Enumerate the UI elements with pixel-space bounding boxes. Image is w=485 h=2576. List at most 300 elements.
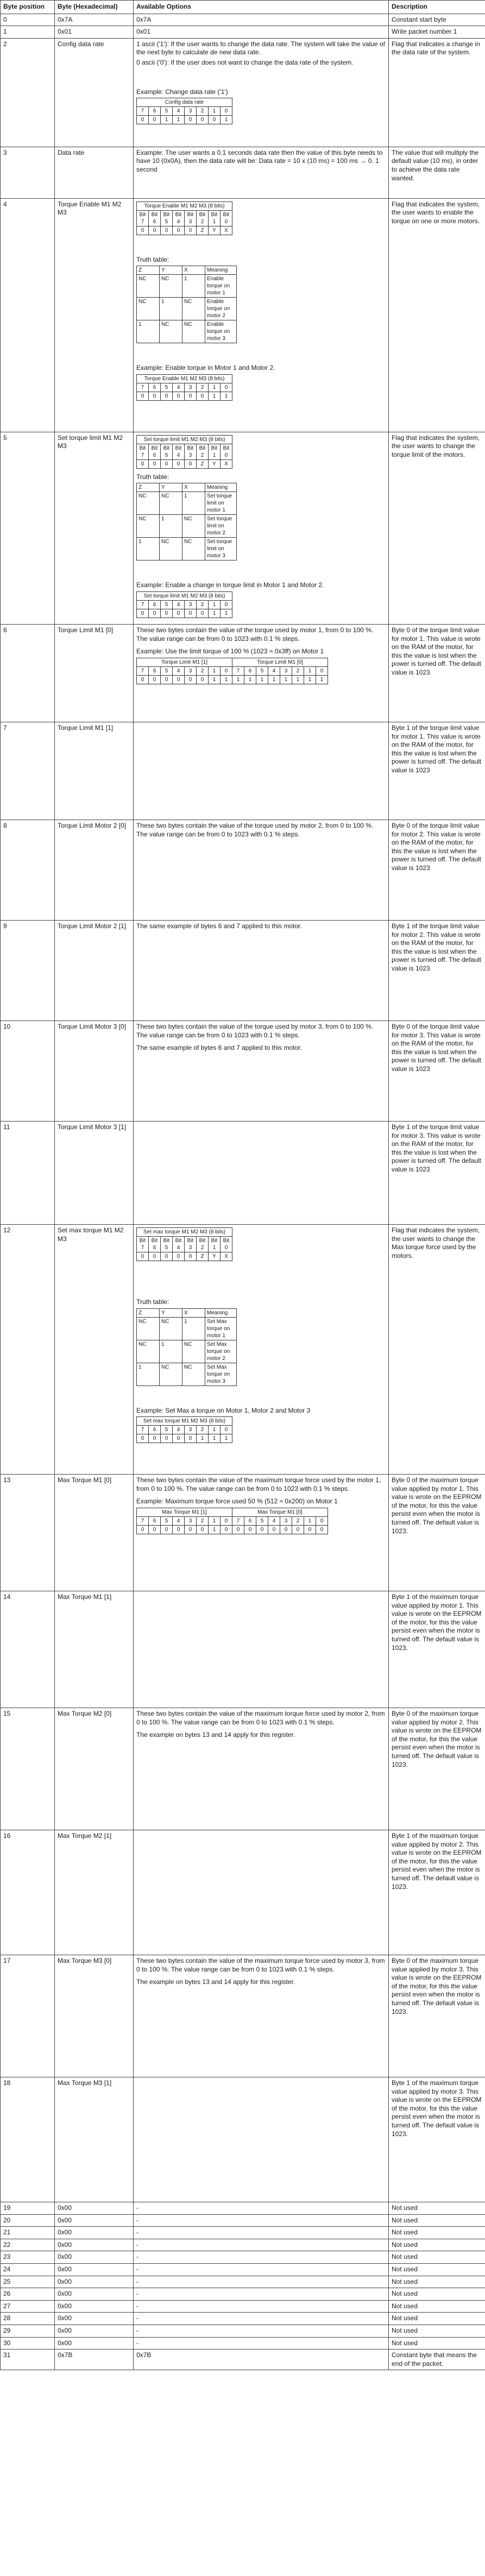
bit-label: Bit 1 [209, 444, 221, 459]
bit-table-caption: Config data rate [137, 98, 232, 107]
bit-value: 0 [149, 675, 161, 684]
bit-value: 0 [173, 1525, 185, 1534]
bit-index: 7 [137, 1516, 149, 1525]
truth-table-label: Truth table: [136, 255, 169, 263]
byte-hex: 0x7B [55, 2350, 134, 2370]
byte-description: Flag that indicates a change in the data rate of the system. [389, 38, 485, 147]
bit-index: 0 [221, 1426, 232, 1434]
bit-index: 5 [161, 666, 173, 675]
bit-value: 1 [209, 1434, 221, 1443]
bit-table-caption: Set max torque M1 M2 M3 (8 bits) [137, 1227, 232, 1236]
bit-index: 0 [221, 1516, 232, 1525]
byte-hex: 0x00 [55, 2263, 134, 2276]
byte-position: 13 [1, 1474, 55, 1591]
truth-cell: NC [160, 1363, 182, 1385]
table-row [1, 1591, 485, 1708]
bit-label: Bit 0 [221, 210, 232, 226]
truth-cell: Enable torque on motor 1 [205, 275, 237, 298]
bit-label: Bit 3 [185, 210, 197, 226]
byte-description: Not used [389, 2227, 485, 2239]
bit-value-row [137, 675, 328, 684]
byte-position: 1 [1, 26, 55, 39]
truth-cell: NC [182, 1340, 205, 1363]
byte-position: 27 [1, 2300, 55, 2313]
header-description: Description [389, 1, 485, 14]
bit-table-caption: Max Torque M1 [0] [232, 1508, 328, 1516]
byte-options [134, 432, 389, 624]
truth-header [137, 266, 237, 275]
byte-description: Not used [389, 2214, 485, 2227]
byte-options [134, 2077, 389, 2202]
option-text: The same example of bytes 6 and 7 applied to this motor. [136, 922, 302, 930]
bit-value-row [137, 226, 232, 235]
bit-value-row [137, 392, 232, 400]
bit-index: 1 [209, 666, 221, 675]
bit-index: 5 [161, 1426, 173, 1434]
table-row [1, 920, 485, 1021]
bit-value: 1 [221, 1434, 232, 1443]
bit-table [136, 374, 232, 401]
bit-value: 0 [149, 1252, 161, 1261]
byte-description: Byte 1 of the maximum torque value applied by motor 2. This value is wrote on the EEPROM of the motor, for this the value persist even when the motor is turned off. The default value is 1023. [389, 1830, 485, 1955]
truth-cell: Set torque limit on motor 1 [205, 492, 237, 515]
truth-row [137, 275, 237, 298]
byte-position: 17 [1, 1955, 55, 2077]
bit-index: 5 [161, 600, 173, 609]
bit-value: 0 [161, 459, 173, 468]
bit-table-caption: Torque Limit M1 [1] [137, 658, 232, 666]
bit-value: Y [209, 1252, 221, 1261]
bit-table-caption: Set torque limit M1 M2 M3 (8 bits) [137, 591, 232, 600]
bit-value: Z [197, 459, 209, 468]
bit-index: 4 [173, 107, 185, 116]
truth-cell: Set torque limit on motor 3 [205, 538, 237, 560]
bit-index: 0 [316, 666, 328, 675]
byte-options [134, 1224, 389, 1474]
bit-index-row [137, 107, 232, 116]
byte-hex: 0x00 [55, 2325, 134, 2337]
bit-index: 7 [137, 600, 149, 609]
bit-value: 0 [209, 116, 221, 124]
byte-description: Byte 0 of the maximum torque value applied by motor 2. This value is wrote on the EEPROM of the motor, for this the value persist even when the motor is turned off. The default value is 1023. [389, 1708, 485, 1830]
bit-index: 7 [137, 383, 149, 392]
truth-head-cell: Y [160, 1308, 182, 1317]
truth-cell: NC [182, 515, 205, 538]
truth-cell: NC [182, 538, 205, 560]
byte-position: 12 [1, 1224, 55, 1474]
byte-options [134, 920, 389, 1021]
bit-value: 1 [209, 392, 221, 400]
bit-value: 1 [292, 675, 304, 684]
byte-hex: 0x00 [55, 2214, 134, 2227]
byte-description: Not used [389, 2288, 485, 2301]
truth-row [137, 492, 237, 515]
bit-index-row [137, 666, 328, 675]
byte-options: 0x01 [134, 26, 389, 39]
truth-header [137, 483, 237, 492]
bit-index: 4 [173, 666, 185, 675]
truth-cell: 1 [182, 492, 205, 515]
bit-label: Bit 1 [209, 210, 221, 226]
byte-options [134, 1830, 389, 1955]
byte-options [134, 198, 389, 432]
bit-index: 3 [185, 107, 197, 116]
truth-cell: NC [182, 320, 205, 343]
bit-value: 0 [197, 675, 209, 684]
bit-value-row [137, 116, 232, 124]
bit-label: Bit 6 [149, 210, 161, 226]
bit-value: 0 [256, 1525, 268, 1534]
bit-value: 0 [137, 459, 149, 468]
truth-row [137, 515, 237, 538]
table-row [1, 432, 485, 624]
bit-label-row [137, 444, 232, 459]
truth-cell: Set Max torque on motor 3 [205, 1363, 237, 1385]
bit-value: X [221, 226, 232, 235]
byte-hex: 0x7A [55, 14, 134, 26]
example-label: Example: Maximum torque force used 50 % (512 ≈ 0x200) on Motor 1 [136, 1497, 338, 1506]
byte-options [134, 624, 389, 722]
table-row [1, 1224, 485, 1474]
bit-value: 0 [280, 1525, 292, 1534]
bit-value: 0 [137, 609, 149, 618]
option-text: The example on bytes 13 and 14 apply for this register. [136, 1978, 295, 1986]
bit-label: Bit 2 [197, 1236, 209, 1252]
truth-cell: NC [137, 275, 160, 298]
bit-index: 3 [185, 666, 197, 675]
truth-cell: NC [137, 492, 160, 515]
table-row [1, 2288, 485, 2301]
truth-row [137, 320, 237, 343]
byte-hex: 0x00 [55, 2251, 134, 2264]
byte-hex: 0x00 [55, 2227, 134, 2239]
table-row [1, 26, 485, 39]
bit-label: Bit 2 [197, 210, 209, 226]
byte-hex: 0x01 [55, 26, 134, 39]
byte-description: Flag that indicates the system, the user wants to enable the torque on one or more motors. [389, 198, 485, 432]
byte-description: Byte 0 of the torque limit value for motor 2. This value is wrote on the RAM of the motor, for this the value is lost when the power is turned off. The default value is 1023 [389, 820, 485, 920]
byte-description: Not used [389, 2251, 485, 2264]
header-hex: Byte (Hexadecimal) [55, 1, 134, 14]
byte-hex: 0x00 [55, 2313, 134, 2325]
bit-table-caption: Torque Enable M1 M2 M3 (8 bits) [137, 201, 232, 210]
bit-index: 1 [209, 107, 221, 116]
bit-index: 5 [161, 107, 173, 116]
table-row [1, 2325, 485, 2337]
byte-hex: Config data rate [55, 38, 134, 147]
bit-index: 3 [185, 383, 197, 392]
bit-index: 0 [221, 666, 232, 675]
bit-value: 0 [185, 1252, 197, 1261]
byte-options [134, 38, 389, 147]
truth-cell: Set torque limit on motor 2 [205, 515, 237, 538]
truth-head-cell: X [182, 483, 205, 492]
byte-position: 28 [1, 2313, 55, 2325]
bit-index-row [137, 383, 232, 392]
byte-options: These two bytes contain the value of the torque used by motor 2, from 0 to 100 %. The value range can be from 0 to 1023 with 0.1 % steps. [134, 820, 389, 920]
bit-table-caption: Torque Limit M1 [0] [232, 658, 328, 666]
byte-hex: Set max torque M1 M2 M3 [55, 1224, 134, 1474]
example-label: Example: Enable a change in torque limit in Motor 1 and Motor 2. [136, 581, 324, 589]
bit-value: 0 [161, 675, 173, 684]
byte-options [134, 722, 389, 820]
bit-value: 0 [316, 1525, 328, 1534]
truth-cell: NC [160, 1317, 182, 1340]
bit-value: 1 [209, 609, 221, 618]
bit-value: 0 [185, 392, 197, 400]
table-row [1, 2337, 485, 2350]
option-text: These two bytes contain the value of the maximum torque force used by motor 2, from 0 to 100 %. The value range can be from 0 to 1023 with 0.1 % steps. [136, 1709, 385, 1726]
bit-value: 0 [304, 1525, 316, 1534]
bit-table [136, 435, 232, 469]
bit-label: Bit 0 [221, 1236, 232, 1252]
truth-head-cell: Z [137, 1308, 160, 1317]
bit-value: Z [197, 226, 209, 235]
bit-value: 1 [221, 609, 232, 618]
truth-cell: Set Max torque on motor 2 [205, 1340, 237, 1363]
byte-hex: Max Torque M3 [0] [55, 1955, 134, 2077]
byte-description: Byte 0 of the torque limit value for motor 1. This value is wrote on the RAM of the motor, for this the value is lost when the power is turned off. The default value is 1023 [389, 624, 485, 722]
bit-value: 0 [149, 609, 161, 618]
bit-value: 0 [149, 1525, 161, 1534]
bit-value: 0 [137, 392, 149, 400]
byte-position: 16 [1, 1830, 55, 1955]
bit-value: 0 [185, 226, 197, 235]
table-row [1, 2263, 485, 2276]
table-row [1, 1955, 485, 2077]
byte-hex: Max Torque M3 [1] [55, 2077, 134, 2202]
bit-index: 6 [149, 107, 161, 116]
bit-index: 4 [173, 383, 185, 392]
bit-value: 1 [173, 116, 185, 124]
table-row [1, 2313, 485, 2325]
bit-value: 1 [197, 1434, 209, 1443]
bit-table [136, 1227, 232, 1261]
bit-value: 1 [232, 675, 244, 684]
truth-cell: NC [160, 275, 182, 298]
table-row [1, 722, 485, 820]
bit-index: 2 [292, 1516, 304, 1525]
truth-cell: NC [137, 1340, 160, 1363]
header-position: Byte position [1, 1, 55, 14]
bit-index: 6 [149, 1426, 161, 1434]
bit-index: 4 [173, 600, 185, 609]
byte-description: Constant start byte [389, 14, 485, 26]
bit-index: 1 [209, 1516, 221, 1525]
byte-options: 0x7B [134, 2350, 389, 2370]
bit-value: 0 [161, 226, 173, 235]
byte-options: 0x7A [134, 14, 389, 26]
example-label: Example: Set Max a torque on Motor 1, Motor 2 and Motor 3 [136, 1406, 311, 1414]
bit-label: Bit 0 [221, 444, 232, 459]
table-row [1, 2239, 485, 2251]
byte-options [134, 1021, 389, 1121]
table-row [1, 1474, 485, 1591]
byte-hex: Set torque limit M1 M2 M3 [55, 432, 134, 624]
byte-description: The value that will multiply the default value (10 ms), in order to achieve the data rate wanted. [389, 147, 485, 198]
byte-position: 25 [1, 2276, 55, 2288]
option-text: 1 ascii ('1'): If the user wants to change the data rate. The system will take the value of the next byte to calculate de new data rate. [136, 40, 385, 56]
truth-head-cell: X [182, 1308, 205, 1317]
bit-index: 5 [161, 1516, 173, 1525]
byte-hex: Torque Enable M1 M2 M3 [55, 198, 134, 432]
bit-value: 0 [173, 392, 185, 400]
bit-index: 1 [209, 383, 221, 392]
truth-cell: 1 [182, 1317, 205, 1340]
truth-cell: 1 [137, 1363, 160, 1385]
bit-label: Bit 7 [137, 1236, 149, 1252]
bit-value: Y [209, 226, 221, 235]
bit-value: 0 [161, 1434, 173, 1443]
truth-cell: NC [160, 492, 182, 515]
byte-options: - [134, 2214, 389, 2227]
byte-position: 7 [1, 722, 55, 820]
byte-hex: Torque Limit Motor 3 [1] [55, 1121, 134, 1224]
byte-options [134, 1121, 389, 1224]
byte-position: 21 [1, 2227, 55, 2239]
bit-value: 0 [173, 459, 185, 468]
bit-index: 3 [185, 1516, 197, 1525]
bit-value: 1 [161, 116, 173, 124]
bit-value-row [137, 1252, 232, 1261]
bit-table [136, 591, 232, 618]
bit-value: 1 [244, 675, 256, 684]
byte-position: 31 [1, 2350, 55, 2370]
bit-value: 0 [197, 392, 209, 400]
bit-value: 0 [185, 1434, 197, 1443]
bit-table-caption: Max Torque M1 [1] [137, 1508, 232, 1516]
bit-index: 0 [221, 600, 232, 609]
bit-label: Bit 4 [173, 444, 185, 459]
bit-value: 1 [221, 675, 232, 684]
byte-description: Constant byte that means the end of the packet. [389, 2350, 485, 2370]
byte-position: 15 [1, 1708, 55, 1830]
table-row [1, 2214, 485, 2227]
byte-description: Not used [389, 2313, 485, 2325]
truth-cell: Enable torque on motor 3 [205, 320, 237, 343]
byte-description: Not used [389, 2300, 485, 2313]
bit-index: 7 [232, 1516, 244, 1525]
byte-hex: 0x00 [55, 2239, 134, 2251]
bit-index: 5 [256, 666, 268, 675]
bit-value: 0 [137, 116, 149, 124]
bit-value: 0 [137, 1252, 149, 1261]
bit-index-row [137, 1426, 232, 1434]
bit-index: 6 [244, 666, 256, 675]
bit-index: 6 [149, 666, 161, 675]
bit-value: 0 [173, 1434, 185, 1443]
byte-hex: 0x00 [55, 2300, 134, 2313]
bit-index: 5 [161, 383, 173, 392]
bit-index: 2 [292, 666, 304, 675]
byte-position: 3 [1, 147, 55, 198]
truth-head-cell: Z [137, 483, 160, 492]
byte-options [134, 1708, 389, 1830]
bit-index: 7 [137, 1426, 149, 1434]
truth-table [136, 266, 237, 343]
option-text: These two bytes contain the value of the torque used by motor 3, from 0 to 100 %. The value range can be from 0 to 1023 with 0.1 % steps. [136, 1022, 374, 1039]
bit-value-row [137, 459, 232, 468]
bit-index: 3 [280, 666, 292, 675]
truth-cell: NC [137, 1317, 160, 1340]
byte-hex: Max Torque M2 [1] [55, 1830, 134, 1955]
byte-options: - [134, 2276, 389, 2288]
table-row [1, 820, 485, 920]
table-row [1, 2276, 485, 2288]
byte-description: Not used [389, 2239, 485, 2251]
bit-index: 2 [197, 1516, 209, 1525]
bit-value-row [137, 1434, 232, 1443]
bit-value: 1 [221, 116, 232, 124]
bit-value: 0 [137, 1525, 149, 1534]
table-row [1, 14, 485, 26]
byte-hex: Torque Limit Motor 2 [0] [55, 820, 134, 920]
truth-cell: NC [182, 298, 205, 320]
byte-position: 10 [1, 1021, 55, 1121]
bit-value: 0 [173, 609, 185, 618]
bit-value: 0 [185, 1525, 197, 1534]
bit-index-row [137, 600, 232, 609]
bit-index: 6 [244, 1516, 256, 1525]
table-row [1, 624, 485, 722]
byte-description: Not used [389, 2263, 485, 2276]
bit-value-row [137, 609, 232, 618]
bit-index: 6 [149, 383, 161, 392]
header-options: Available Options [134, 1, 389, 14]
bit-label: Bit 5 [161, 1236, 173, 1252]
bit-value: 0 [149, 226, 161, 235]
bit-value: 0 [173, 675, 185, 684]
truth-table-label: Truth table: [136, 473, 169, 481]
bit-index: 3 [280, 1516, 292, 1525]
byte-options: - [134, 2288, 389, 2301]
bit-value: Y [209, 459, 221, 468]
truth-cell: 1 [182, 275, 205, 298]
bit-value: 1 [280, 675, 292, 684]
bit-value: 0 [268, 1525, 280, 1534]
byte-description: Byte 1 of the maximum torque value applied by motor 3. This value is wrote on the EEPROM of the motor, for this the value persist even when the motor is turned off. The default value is 1023. [389, 2077, 485, 2202]
bit-index: 5 [256, 1516, 268, 1525]
byte-hex: 0x00 [55, 2288, 134, 2301]
bit-value: 1 [209, 675, 221, 684]
byte-options: - [134, 2239, 389, 2251]
bit-value: 0 [161, 1525, 173, 1534]
bit-label: Bit 5 [161, 210, 173, 226]
bit-label: Bit 4 [173, 210, 185, 226]
bit-index: 1 [209, 600, 221, 609]
byte-options: - [134, 2251, 389, 2264]
bit-label-row [137, 1236, 232, 1252]
bit-index: 1 [209, 1426, 221, 1434]
table-row [1, 1708, 485, 1830]
byte-options: - [134, 2325, 389, 2337]
truth-cell: 1 [137, 538, 160, 560]
bit-label: Bit 7 [137, 444, 149, 459]
byte-description: Byte 1 of the torque limit value for motor 2. This value is wrote on the RAM of the motor, for this the value is lost when the power is turned off. The default value is 1023 [389, 920, 485, 1021]
bit-value: 0 [185, 675, 197, 684]
byte-description: Not used [389, 2325, 485, 2337]
byte-description: Byte 0 of the torque limit value for motor 3. This value is wrote on the RAM of the motor, for this the value is lost when the power is turned off. The default value is 1023 [389, 1021, 485, 1121]
byte-options: - [134, 2202, 389, 2214]
bit-value: 0 [137, 1434, 149, 1443]
bit-value: 1 [316, 675, 328, 684]
bit-table [136, 201, 232, 235]
truth-table-label: Truth table: [136, 1298, 169, 1306]
header-row [1, 1, 485, 14]
truth-cell: NC [137, 298, 160, 320]
bit-value: 0 [173, 226, 185, 235]
bit-value: 0 [149, 392, 161, 400]
